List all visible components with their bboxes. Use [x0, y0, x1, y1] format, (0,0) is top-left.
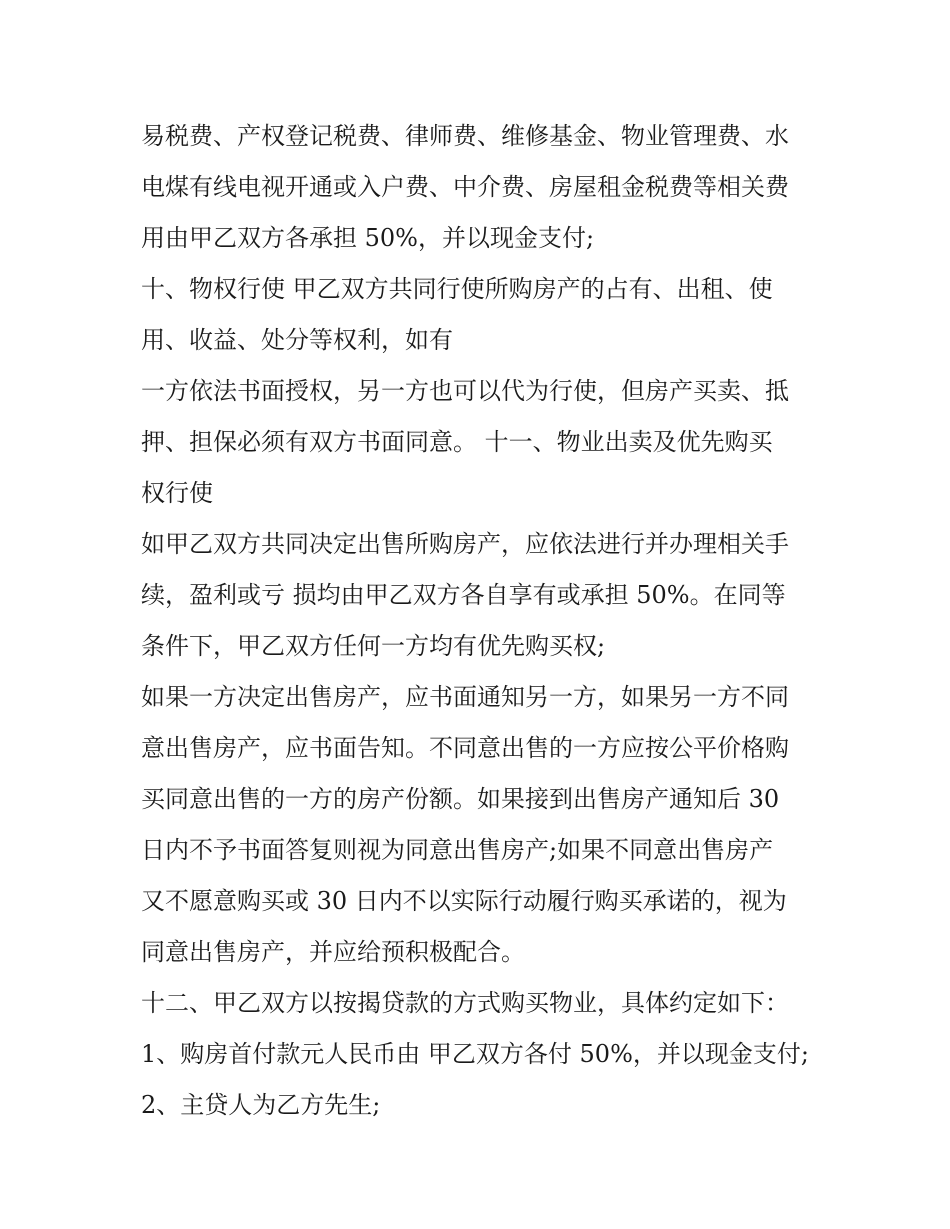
text-line: 条件下，甲乙双方任何一方均有优先购买权; — [141, 632, 606, 660]
text-line: 又不愿意购买或 30 日内不以实际行动履行购买承诺的，视为 — [141, 887, 787, 915]
text-line: 如甲乙双方共同决定出售所购房产，应依法进行并办理相关手 — [141, 530, 789, 558]
text-line: 用由甲乙双方各承担 50%，并以现金支付; — [141, 224, 595, 252]
text-line: 日内不予书面答复则视为同意出售房产;如果不同意出售房产 — [141, 836, 774, 864]
text-line: 同意出售房产，并应给预积极配合。 — [141, 938, 525, 966]
text-line: 1、购房首付款元人民币由 甲乙双方各付 50%，并以现金支付; — [141, 1040, 809, 1068]
text-line: 2、主贷人为乙方先生; — [141, 1091, 381, 1119]
text-line: 买同意出售的一方的房产份额。如果接到出售房产通知后 30 — [141, 785, 780, 813]
text-line: 如果一方决定出售房产，应书面通知另一方，如果另一方不同 — [141, 683, 789, 711]
text-line: 易税费、产权登记税费、律师费、维修基金、物业管理费、水 — [141, 122, 789, 150]
text-line: 十、物权行使 甲乙双方共同行使所购房产的占有、出租、使 — [141, 275, 773, 303]
text-line: 一方依法书面授权，另一方也可以代为行使，但房产买卖、抵 — [141, 377, 789, 405]
text-line: 十二、甲乙双方以按揭贷款的方式购买物业，具体约定如下： — [141, 989, 789, 1017]
text-line: 意出售房产，应书面告知。不同意出售的一方应按公平价格购 — [141, 734, 789, 762]
text-line: 权行使 — [141, 479, 213, 507]
text-line: 电煤有线电视开通或入户费、中介费、房屋租金税费等相关费 — [141, 173, 789, 201]
text-line: 用、收益、处分等权利，如有 — [141, 326, 453, 354]
text-line: 押、担保必须有双方书面同意。 十一、物业出卖及优先购买 — [141, 428, 773, 456]
contract-body-text — [141, 111, 821, 1131]
text-line: 续，盈利或亏 损均由甲乙双方各自享有或承担 50%。在同等 — [141, 581, 786, 609]
